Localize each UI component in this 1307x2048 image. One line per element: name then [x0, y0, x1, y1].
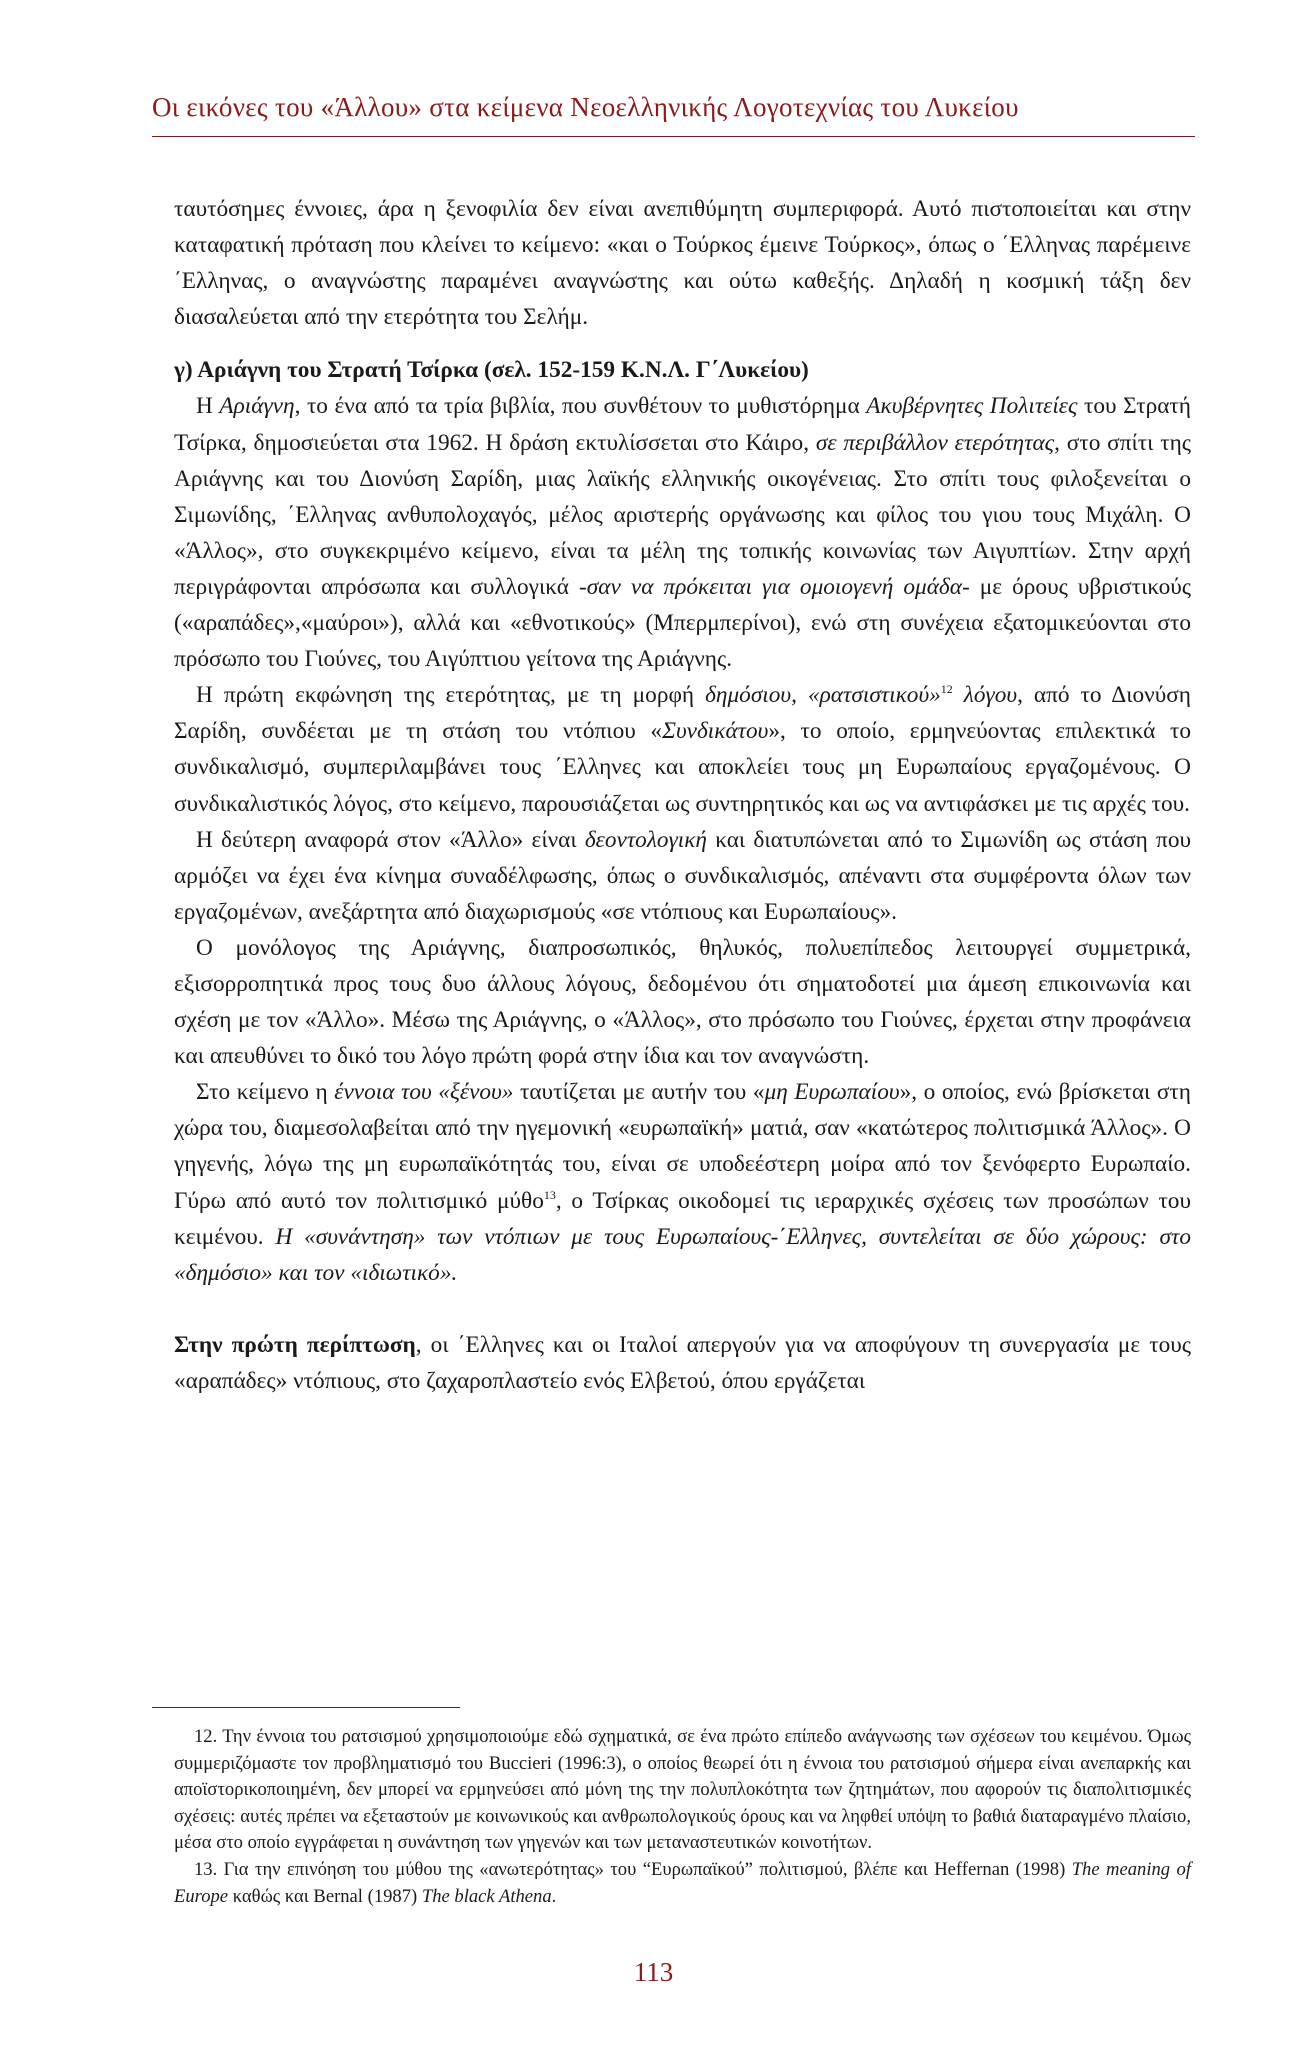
body-text — [174, 191, 1191, 1399]
running-header: Οι εικόνες του «Άλλου» στα κείμενα Νεοελληνικής Λογοτεχνίας του Λυκείου — [152, 92, 1019, 122]
header-rule — [152, 136, 1195, 137]
paragraph: Στην πρώτη περίπτωση, οι ΄Ελληνες και οι Ιταλοί απεργούν για να αποφύγουν τη συνεργασία με τους «αραπάδες» ντόπιους, στο ζαχαροπλαστείο ενός Ελβετού, όπου εργάζεται — [174, 1331, 1191, 1394]
paragraph: ταυτόσημες έννοιες, άρα η ξενοφιλία δεν είναι ανεπιθύμητη συμπεριφορά. Αυτό πιστοποιείται και στην καταφατική πρόταση που κλείνει το κείμενο: «και ο Τούρκος έμεινε Τούρκος», όπως ο ΄Ελληνας παρέμεινε ΄Ελληνας, ο αναγνώστης παραμένει αναγνώστης και ούτω καθεξής. Δηλαδή η κοσμική τάξη δεν διασαλεύεται από την ετερότητα του Σελήμ. — [174, 196, 1191, 331]
footnote-13: 13. Για την επινόηση του μύθου της «ανωτερότητας» του “Ευρωπαϊκού” πολιτισμού, βλέπε και Heffernan (1998) The meaning of Europe καθώς και Bernal (1987) The black Athena. — [174, 1858, 1191, 1907]
footnotes — [174, 1724, 1191, 1910]
paragraph: Ο μονόλογος της Αριάγνης, διαπροσωπικός, θηλυκός, πολυεπίπεδος λειτουργεί συμμετρικά, εξισορροπητικά προς τους δυο άλλους λόγους, δεδομένου ότι σηματοδοτεί μια άμεση επικοινωνία και σχέση με τον «Άλλο». Μέσω της Αριάγνης, ο «Άλλος», στο πρόσωπο του Γιούνες, έρχεται στην προφάνεια και απευθύνει το δικό του λόγο πρώτη φορά στην ίδια και τον αναγνώστη. — [174, 934, 1191, 1070]
paragraph: Η Αριάγνη, το ένα από τα τρία βιβλία, που συνθέτουν το μυθιστόρημα Ακυβέρνητες Πολιτείες του Στρατή Τσίρκα, δημοσιεύεται στα 1962. Η δράση εκτυλίσσεται στο Κάιρο, σε περιβάλλον ετερότητας, στο σπίτι της Αριάγνης και του Διονύση Σαρίδη, μιας λαϊκής ελληνικής οικογένειας. Στο σπίτι τους φιλοξενείται ο Σιμωνίδης, ΄Ελληνας ανθυπολοχαγός, μέλος αριστερής οργάνωσης και φίλος του γιου τους Μιχάλη. Ο «Άλλος», στο συγκεκριμένο κείμενο, είναι τα μέλη της τοπικής κοινωνίας των Αιγυπτίων. Στην αρχή περιγράφονται απρόσωπα και συλλογικά -σαν να πρόκειται για ομοιογενή ομάδα- με όρους υβριστικούς («αραπάδες»,«μαύροι»), αλλά και «εθνοτικούς» (Μπερμπερίνοι), ενώ στη συνέχεια εξατομικεύονται στο πρόσωπο του Γιούνες, του Αιγύπτιου γείτονα της Αριάγνης. — [174, 393, 1191, 673]
paragraph: Η πρώτη εκφώνηση της ετερότητας, με τη μορφή δημόσιου, «ρατσιστικού»$^{12}$ λόγου, από το Διονύση Σαρίδη, συνδέεται με τη στάση του ντόπιου «Συνδικάτου», το οποίο, ερμηνεύοντας επιλεκτικά το συνδικαλισμό, συμπεριλαμβάνει τους ΄Ελληνες και αποκλείει τους μη Ευρωπαίους εργαζομένους. Ο συνδικαλιστικός λόγος, στο κείμενο, παρουσιάζεται ως συντηρητικός και ως να αντιφάσκει με τις αρχές του. — [174, 682, 1192, 817]
paragraph: Στο κείμενο η έννοια του «ξένου» ταυτίζεται με αυτήν του «μη Ευρωπαίου», ο οποίος, ενώ βρίσκεται στη χώρα του, διαμεσολαβείται από την ηγεμονική «ευρωπαϊκή» ματιά, σαν «κατώτερος πολιτισμικά Άλλος». Ο γηγενής, λόγω της μη ευρωπαϊκότητάς του, είναι σε υποδεέστερη μοίρα από τον ξενόφερτο Ευρωπαίο. Γύρω από αυτό τον πολιτισμικό μύθο$^{13}$, ο Τσίρκας οικοδομεί τις ιεραρχικές σχέσεις των προσώπων του κειμένου. Η «συνάντηση» των ντόπιων με τους Ευρωπαίους-΄Ελληνες, συντελείται σε δύο χώρους: στο «δημόσιο» και τον «ιδιωτικό». — [174, 1079, 1191, 1286]
footnote-12: 12. Την έννοια του ρατσισμού χρησιμοποιούμε εδώ σχηματικά, σε ένα πρώτο επίπεδο ανάγνωσης των σχέσεων του κειμένου. Όμως συμμεριζόμαστε τον προβληματισμό του Buccieri (1996:3), ο οποίος θεωρεί ότι η έννοια του ρατσισμού σήμερα είναι ανεπαρκής και αποϊστορικοποιημένη, δεν μπορεί να ερμηνεύσει από μόνη της την πολυπλοκότητα των ζητημάτων, που αφορούν τις διαπολιτισμικές σχέσεις: αυτές πρέπει να εξεταστούν με κοινωνικούς και ανθρωπολογικούς όρους και να ληφθεί υπόψη το βαθιά διαταραγμένο πλαίσιο, μέσα στο οποίο εγγράφεται η συνάντηση των γηγενών και των μεταναστευτικών κοινοτήτων. — [174, 1726, 1191, 1854]
section-heading: γ) Αριάγνη του Στρατή Τσίρκα (σελ. 152-159 Κ.Ν.Λ. Γ΄Λυκείου) — [174, 357, 809, 384]
page-number: 113 — [633, 1957, 674, 1987]
footnote-ref-13[interactable]: 13 — [543, 1187, 556, 1202]
footnote-rule — [152, 1707, 460, 1708]
footnote-ref-12[interactable]: 12 — [940, 682, 953, 697]
paragraph: Η δεύτερη αναφορά στον «Άλλο» είναι δεοντολογική και διατυπώνεται από το Σιμωνίδη ως στάση που αρμόζει να έχει ένα κίνημα συναδέλφωσης, όπως ο συνδικαλισμός, απέναντι στα συμφέροντα όλων των εργαζομένων, ανεξάρτητα από διαχωρισμούς «σε ντόπιους και Ευρωπαίους». — [174, 826, 1192, 925]
